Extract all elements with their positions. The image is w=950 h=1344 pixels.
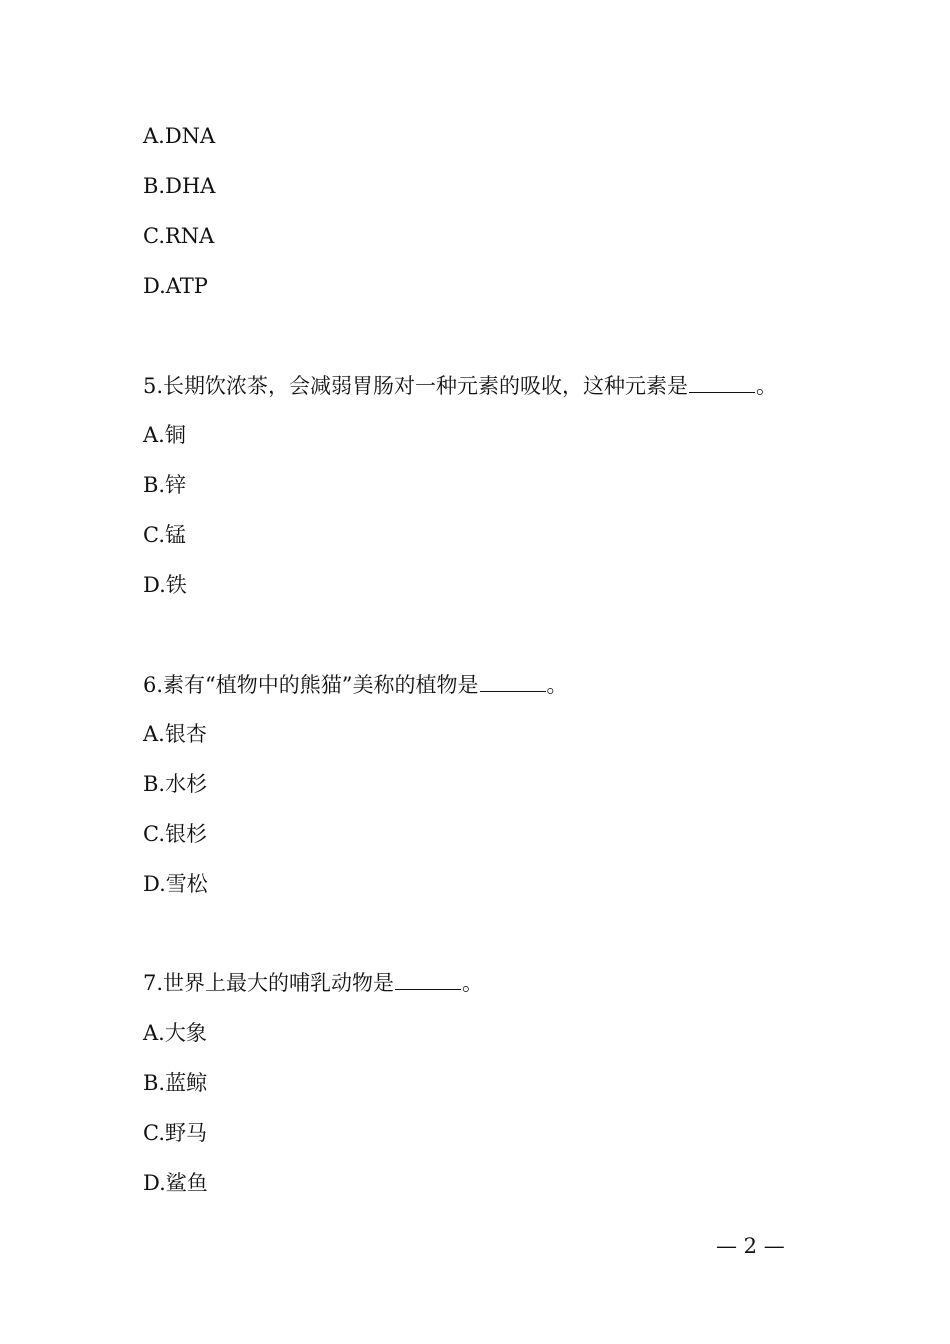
q5-option-d: D.铁 bbox=[143, 573, 187, 597]
q4-option-b: B.DHA bbox=[143, 174, 216, 198]
page-number: — 2 — bbox=[716, 1234, 785, 1258]
q4-option-d: D.ATP bbox=[143, 274, 208, 298]
q7-answer-blank bbox=[395, 971, 461, 990]
q6-option-d: D.雪松 bbox=[143, 872, 208, 896]
q7-stem-text: 7.世界上最大的哺乳动物是 bbox=[143, 971, 395, 995]
q4-option-c: C.RNA bbox=[143, 224, 215, 248]
q5-option-b: B.锌 bbox=[143, 473, 187, 497]
q6-option-b: B.水杉 bbox=[143, 772, 208, 796]
q6-stem bbox=[143, 672, 568, 698]
q5-stem bbox=[143, 373, 777, 399]
q6-option-c: C.银杉 bbox=[143, 822, 207, 846]
q5-option-a: A.铜 bbox=[143, 423, 186, 447]
q7-option-d: D.鲨鱼 bbox=[143, 1171, 208, 1195]
q7-option-b: B.蓝鲸 bbox=[143, 1071, 208, 1095]
q6-answer-blank bbox=[480, 673, 546, 692]
q6-option-a: A.银杏 bbox=[143, 722, 207, 746]
q5-option-c: C.锰 bbox=[143, 523, 186, 547]
q7-option-a: A.大象 bbox=[143, 1021, 207, 1045]
q5-answer-blank bbox=[689, 374, 755, 393]
q5-stem-end: 。 bbox=[756, 374, 778, 398]
q7-option-c: C.野马 bbox=[143, 1121, 207, 1145]
q6-stem-text: 6.素有“植物中的熊猫”美称的植物是 bbox=[143, 673, 479, 697]
q6-stem-end: 。 bbox=[546, 673, 568, 697]
q7-stem-end: 。 bbox=[462, 971, 484, 995]
q4-option-a: A.DNA bbox=[143, 124, 216, 148]
q7-stem bbox=[143, 970, 483, 996]
q5-stem-text: 5.长期饮浓茶，会减弱胃肠对一种元素的吸收，这种元素是 bbox=[143, 374, 689, 398]
